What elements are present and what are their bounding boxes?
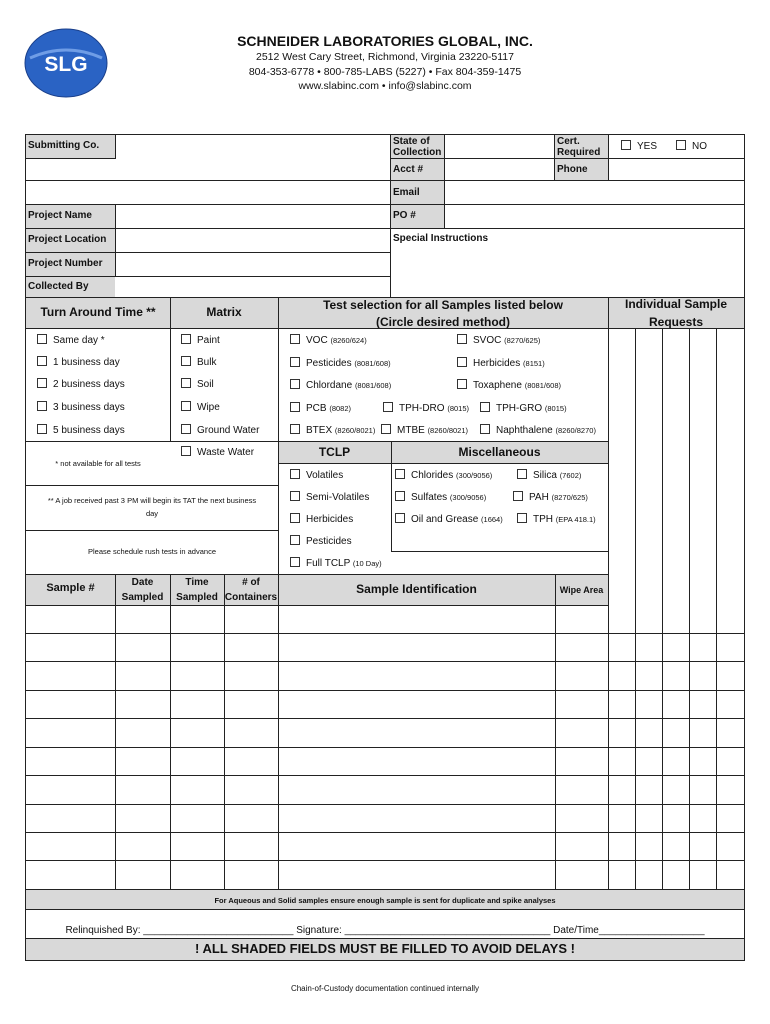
checkbox[interactable] (37, 424, 47, 434)
tat-option[interactable]: 5 business days (37, 424, 125, 437)
checkbox[interactable] (181, 446, 191, 456)
aqueous-note: For Aqueous and Solid samples ensure enough sample is sent for duplicate and spike analyses (214, 896, 556, 905)
test-herbicides[interactable]: Herbicides (8151) (457, 357, 545, 370)
matrix-option[interactable]: Waste Water (181, 446, 254, 459)
matrix-header: Matrix (206, 305, 242, 319)
misc-pah[interactable]: PAH (8270/625) (513, 491, 588, 504)
checkbox[interactable] (480, 402, 490, 412)
checkbox[interactable] (383, 402, 393, 412)
collection-label: Collection (393, 147, 442, 158)
time-header-1: Time (185, 577, 209, 588)
tat-header: Turn Around Time ** (40, 305, 156, 319)
project-name-label: Project Name (28, 210, 92, 221)
submitting-co-label: Submitting Co. (28, 140, 100, 151)
wipe-area-header: Wipe Area (559, 585, 604, 595)
company-phones: 804-353-6778 • 800-785-LABS (5227) • Fax 804-359-1475 (248, 66, 522, 78)
tat-option[interactable]: 3 business days (37, 401, 125, 414)
tat-note-3pm: ** A job received past 3 PM will begin its TAT the next business (47, 496, 257, 505)
tclp-header: TCLP (318, 445, 351, 459)
checkbox[interactable] (290, 379, 300, 389)
project-location-label: Project Location (28, 234, 107, 245)
checkbox[interactable] (395, 469, 405, 479)
sample-no-header: Sample # (46, 582, 95, 594)
checkbox[interactable] (517, 469, 527, 479)
special-instructions-label: Special Instructions (393, 233, 489, 244)
matrix-option[interactable]: Wipe (181, 401, 220, 414)
checkbox[interactable] (395, 513, 405, 523)
test-toxaphene[interactable]: Toxaphene (8081/608) (457, 379, 561, 392)
checkbox[interactable] (290, 424, 300, 434)
test-chlordane[interactable]: Chlordane (8081/608) (290, 379, 391, 392)
checkbox[interactable] (290, 357, 300, 367)
phone-label: Phone (557, 164, 588, 175)
time-header-2: Sampled (176, 592, 218, 603)
matrix-option[interactable]: Soil (181, 378, 214, 391)
tclp-option[interactable]: Semi-Volatiles (290, 491, 369, 504)
checkbox[interactable] (517, 513, 527, 523)
test-tph-dro[interactable]: TPH-DRO (8015) (383, 402, 469, 415)
checkbox[interactable] (37, 356, 47, 366)
checkbox[interactable] (290, 334, 300, 344)
misc-oil-grease[interactable]: Oil and Grease (1664) (395, 513, 503, 526)
date-header-1: Date (131, 577, 154, 588)
tat-note-3pm-cont: day (145, 509, 159, 518)
company-web: www.slabinc.com • info@slabinc.com (298, 80, 472, 92)
cert-label: Cert. (557, 136, 580, 147)
misc-header: Miscellaneous (458, 445, 541, 459)
misc-tph[interactable]: TPH (EPA 418.1) (517, 513, 596, 526)
test-tph-gro[interactable]: TPH-GRO (8015) (480, 402, 567, 415)
tests-header-line1: Test selection for all Samples listed below (323, 298, 563, 312)
individual-header-line2: Requests (648, 315, 704, 328)
collected-by-label: Collected By (28, 281, 89, 292)
checkbox[interactable] (290, 491, 300, 501)
test-mtbe[interactable]: MTBE (8260/8021) (381, 424, 468, 437)
tat-note-rush: Please schedule rush tests in advance (88, 547, 216, 556)
misc-chlorides[interactable]: Chlorides (300/9056) (395, 469, 492, 482)
checkbox[interactable] (181, 356, 191, 366)
checkbox[interactable] (181, 378, 191, 388)
tclp-option[interactable]: Herbicides (290, 513, 353, 526)
cert-yes-option[interactable]: YES (621, 140, 657, 153)
test-naphthalene[interactable]: Naphthalene (8260/8270) (480, 424, 596, 437)
tclp-option[interactable]: Volatiles (290, 469, 343, 482)
cert-no-option[interactable]: NO (676, 140, 707, 153)
checkbox[interactable] (290, 469, 300, 479)
company-address: 2512 West Cary Street, Richmond, Virginia 23220-5117 (256, 51, 514, 63)
tat-note-not-available: * not available for all tests (55, 459, 141, 468)
date-header-2: Sampled (121, 592, 164, 603)
checkbox[interactable] (480, 424, 490, 434)
misc-silica[interactable]: Silica (7602) (517, 469, 581, 482)
checkbox[interactable] (37, 401, 47, 411)
tclp-option[interactable]: Pesticides (290, 535, 352, 548)
containers-header-1: # of (242, 577, 260, 588)
test-svoc[interactable]: SVOC (8270/625) (457, 334, 540, 347)
misc-sulfates[interactable]: Sulfates (300/9056) (395, 491, 486, 504)
logo-text: SLG (44, 53, 88, 76)
checkbox[interactable] (37, 378, 47, 388)
tat-option[interactable]: 2 business days (37, 378, 125, 391)
checkbox[interactable] (290, 402, 300, 412)
company-name: SCHNEIDER LABORATORIES GLOBAL, INC. (237, 33, 533, 49)
test-pcb[interactable]: PCB (8082) (290, 402, 351, 415)
required-label: Required (557, 147, 601, 158)
checkbox[interactable] (290, 513, 300, 523)
matrix-option[interactable]: Bulk (181, 356, 216, 369)
test-btex[interactable]: BTEX (8260/8021) (290, 424, 375, 437)
email-label: Email (393, 187, 420, 198)
checkbox[interactable] (181, 334, 191, 344)
matrix-option[interactable]: Ground Water (181, 424, 259, 437)
individual-header-line1: Individual Sample (624, 297, 728, 311)
acct-label: Acct # (393, 164, 424, 175)
checkbox[interactable] (457, 379, 467, 389)
test-pesticides[interactable]: Pesticides (8081/608) (290, 357, 391, 370)
checkbox[interactable] (381, 424, 391, 434)
tat-option[interactable]: Same day * (37, 334, 105, 347)
checkbox[interactable] (457, 357, 467, 367)
containers-header-2: Containers (224, 592, 278, 603)
continued-note: Chain-of-Custody documentation continued internally (290, 984, 480, 993)
checkbox[interactable] (181, 401, 191, 411)
relinquished-line[interactable]: Relinquished By: ___________________________ Signature: _____________________________________ Date/Time___________________ (65, 925, 705, 936)
yes-checkbox[interactable] (621, 140, 631, 150)
checkbox[interactable] (181, 424, 191, 434)
matrix-option[interactable]: Paint (181, 334, 220, 347)
checkbox[interactable] (37, 334, 47, 344)
tat-option[interactable]: 1 business day (37, 356, 120, 369)
po-label: PO # (393, 210, 416, 221)
checkbox[interactable] (513, 491, 523, 501)
tests-header-line2: (Circle desired method) (375, 315, 511, 328)
tclp-full[interactable]: Full TCLP (10 Day) (290, 557, 382, 570)
no-checkbox[interactable] (676, 140, 686, 150)
sample-identification-header: Sample Identification (356, 582, 477, 596)
state-of-label: State of (393, 136, 430, 147)
project-number-label: Project Number (28, 258, 103, 269)
checkbox[interactable] (290, 535, 300, 545)
warning-banner: ! ALL SHADED FIELDS MUST BE FILLED TO AVOID DELAYS ! (195, 941, 575, 956)
checkbox[interactable] (395, 491, 405, 501)
test-voc[interactable]: VOC (8260/624) (290, 334, 367, 347)
checkbox[interactable] (457, 334, 467, 344)
checkbox[interactable] (290, 557, 300, 567)
